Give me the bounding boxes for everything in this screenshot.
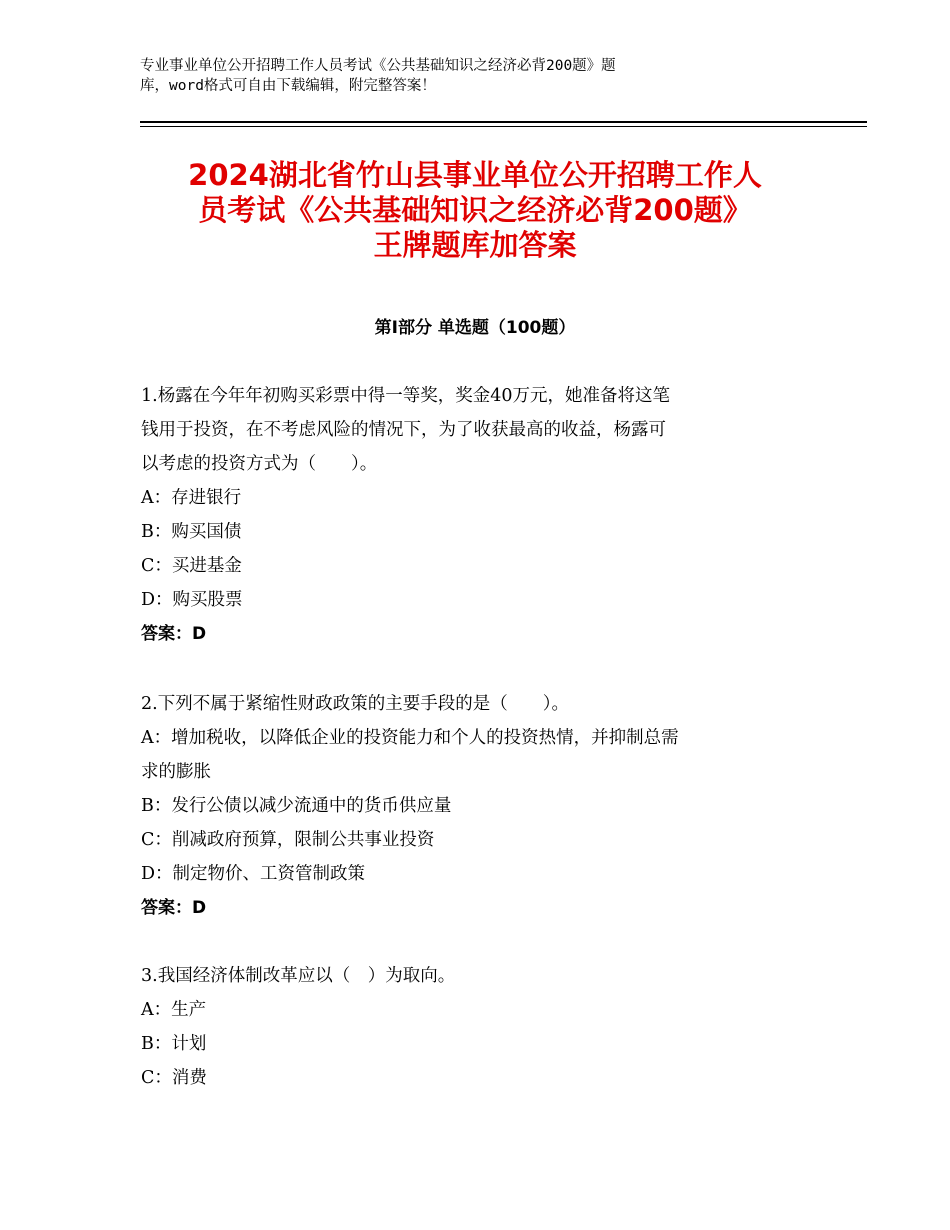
section-title: 第Ⅰ部分 单选题（100题） [374, 318, 576, 338]
question-stem-line: 2.下列不属于紧缩性财政政策的主要手段的是（ ）。 [141, 694, 569, 714]
option-b: B：发行公债以减少流通中的货币供应量 [141, 796, 452, 816]
option-d: D：购买股票 [141, 590, 243, 610]
question-stem-line: 钱用于投资，在不考虑风险的情况下，为了收获最高的收益，杨露可 [141, 420, 666, 440]
question-stem-line: 3.我国经济体制改革应以（ ）为取向。 [141, 966, 456, 986]
option-d: D：制定物价、工资管制政策 [141, 864, 366, 884]
header-note [140, 56, 780, 96]
title-line: 员考试《公共基础知识之经济必背200题》 [198, 193, 752, 227]
title-line: 2024湖北省竹山县事业单位公开招聘工作人 [188, 158, 762, 192]
option-c: C：买进基金 [141, 556, 242, 576]
option-b: B：计划 [141, 1034, 207, 1054]
header-note-line: 库，word格式可自由下载编辑，附完整答案！ [140, 78, 436, 94]
header-divider-thick [140, 121, 867, 123]
document-title [130, 158, 820, 263]
option-a: A：存进银行 [141, 488, 242, 508]
option-c: C：消费 [141, 1068, 207, 1088]
option-a: A：生产 [141, 1000, 207, 1020]
option-a-continued: 求的膨胀 [141, 762, 211, 782]
header-note-line: 专业事业单位公开招聘工作人员考试《公共基础知识之经济必背200题》题 [140, 58, 616, 74]
header-divider-thin [140, 126, 867, 127]
answer-line: 答案：D [141, 898, 207, 918]
question-stem-line: 以考虑的投资方式为（ ）。 [141, 454, 378, 474]
answer-line: 答案：D [141, 624, 207, 644]
title-line: 王牌题库加答案 [373, 228, 577, 262]
option-a: A：增加税收，以降低企业的投资能力和个人的投资热情，并抑制总需 [141, 728, 679, 748]
option-c: C：削减政府预算，限制公共事业投资 [141, 830, 435, 850]
option-b: B：购买国债 [141, 522, 242, 542]
question-stem-line: 1.杨露在今年年初购买彩票中得一等奖，奖金40万元，她准备将这笔 [141, 386, 670, 406]
